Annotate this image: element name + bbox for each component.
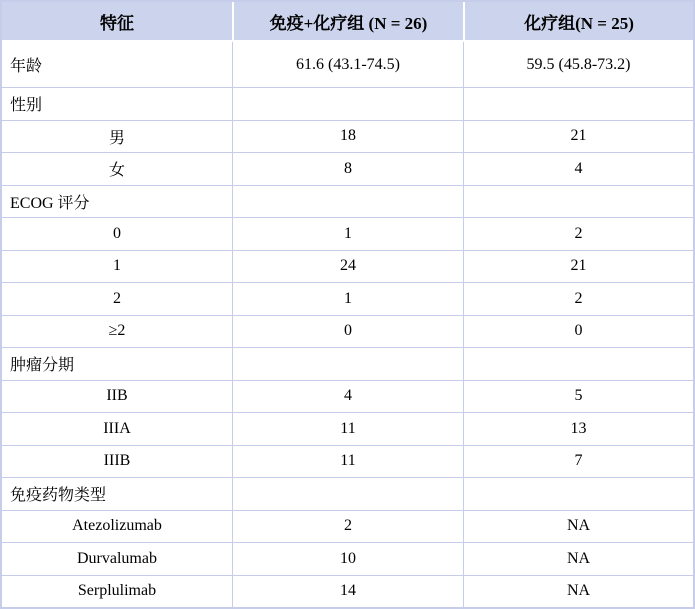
value-cell-immuno-chemo	[232, 478, 463, 510]
value-cell-immuno-chemo: 1	[232, 218, 463, 250]
table-row	[2, 445, 693, 478]
value-cell-immuno-chemo: 0	[232, 316, 463, 348]
value-cell-immuno-chemo: 8	[232, 153, 463, 185]
row-sub-label: 男	[108, 129, 125, 147]
row-category-label: 年龄	[10, 58, 43, 75]
row-sub-label: ≥2	[108, 322, 126, 340]
value-cell-immuno-chemo: 24	[232, 251, 463, 283]
value-cell-immuno-chemo	[232, 88, 463, 120]
value-cell-immuno-chemo	[232, 348, 463, 380]
value-cell-chemo	[463, 348, 693, 380]
table-row	[2, 510, 693, 543]
value-cell-chemo: 59.5 (45.8-73.2)	[463, 42, 693, 87]
value-cell-immuno-chemo: 2	[232, 511, 463, 543]
row-sub-label: 2	[113, 289, 121, 307]
value-cell-chemo: 2	[463, 283, 693, 315]
row-sub-label: 女	[108, 162, 125, 180]
row-sub-label: IIIB	[103, 452, 131, 470]
value-cell-chemo: NA	[463, 511, 693, 543]
value-cell-immuno-chemo: 10	[232, 543, 463, 575]
column-header-characteristic: 特征	[100, 13, 134, 33]
table-row	[2, 347, 693, 380]
value-cell-immuno-chemo	[232, 186, 463, 218]
value-cell-chemo: 0	[463, 316, 693, 348]
row-sub-label: Serplulimab	[77, 582, 157, 600]
table-row	[2, 87, 693, 120]
table-row	[2, 575, 693, 608]
row-sub-label: IIB	[106, 387, 128, 405]
row-sub-label: 1	[113, 257, 121, 275]
value-cell-chemo: 7	[463, 446, 693, 478]
row-sub-label: Durvalumab	[77, 549, 157, 567]
row-sub-label: 0	[113, 224, 121, 242]
value-cell-chemo: 13	[463, 413, 693, 445]
column-header-chemo-group: 化疗组(N = 25)	[463, 2, 693, 40]
table-row	[2, 282, 693, 315]
value-cell-chemo: NA	[463, 543, 693, 575]
value-cell-immuno-chemo: 18	[232, 121, 463, 153]
value-cell-chemo: NA	[463, 576, 693, 608]
table-row	[2, 40, 693, 87]
row-category-label: ECOG 评分	[10, 194, 90, 212]
table-row	[2, 120, 693, 153]
table-row	[2, 412, 693, 445]
table-header-row	[2, 2, 693, 40]
table-row	[2, 217, 693, 250]
value-cell-chemo	[463, 88, 693, 120]
value-cell-immuno-chemo: 14	[232, 576, 463, 608]
table-row	[2, 250, 693, 283]
row-sub-label: Atezolizumab	[72, 517, 162, 535]
value-cell-chemo: 4	[463, 153, 693, 185]
value-cell-immuno-chemo: 61.6 (43.1-74.5)	[232, 42, 463, 87]
value-cell-immuno-chemo: 1	[232, 283, 463, 315]
table-row	[2, 185, 693, 218]
row-category-label: 肿瘤分期	[10, 357, 75, 375]
table-row	[2, 152, 693, 185]
value-cell-chemo: 5	[463, 381, 693, 413]
value-cell-immuno-chemo: 11	[232, 446, 463, 478]
value-cell-immuno-chemo: 4	[232, 381, 463, 413]
row-sub-label: IIIA	[103, 419, 131, 437]
row-category-label: 性别	[10, 97, 43, 115]
table-row	[2, 380, 693, 413]
table-row	[2, 477, 693, 510]
value-cell-immuno-chemo: 11	[232, 413, 463, 445]
value-cell-chemo: 21	[463, 121, 693, 153]
value-cell-chemo	[463, 186, 693, 218]
value-cell-chemo: 21	[463, 251, 693, 283]
table-row	[2, 315, 693, 348]
row-category-label: 免疫药物类型	[10, 487, 107, 505]
column-header-immuno-chemo-group: 免疫+化疗组 (N = 26)	[232, 2, 463, 40]
table-row	[2, 542, 693, 575]
value-cell-chemo: 2	[463, 218, 693, 250]
value-cell-chemo	[463, 478, 693, 510]
